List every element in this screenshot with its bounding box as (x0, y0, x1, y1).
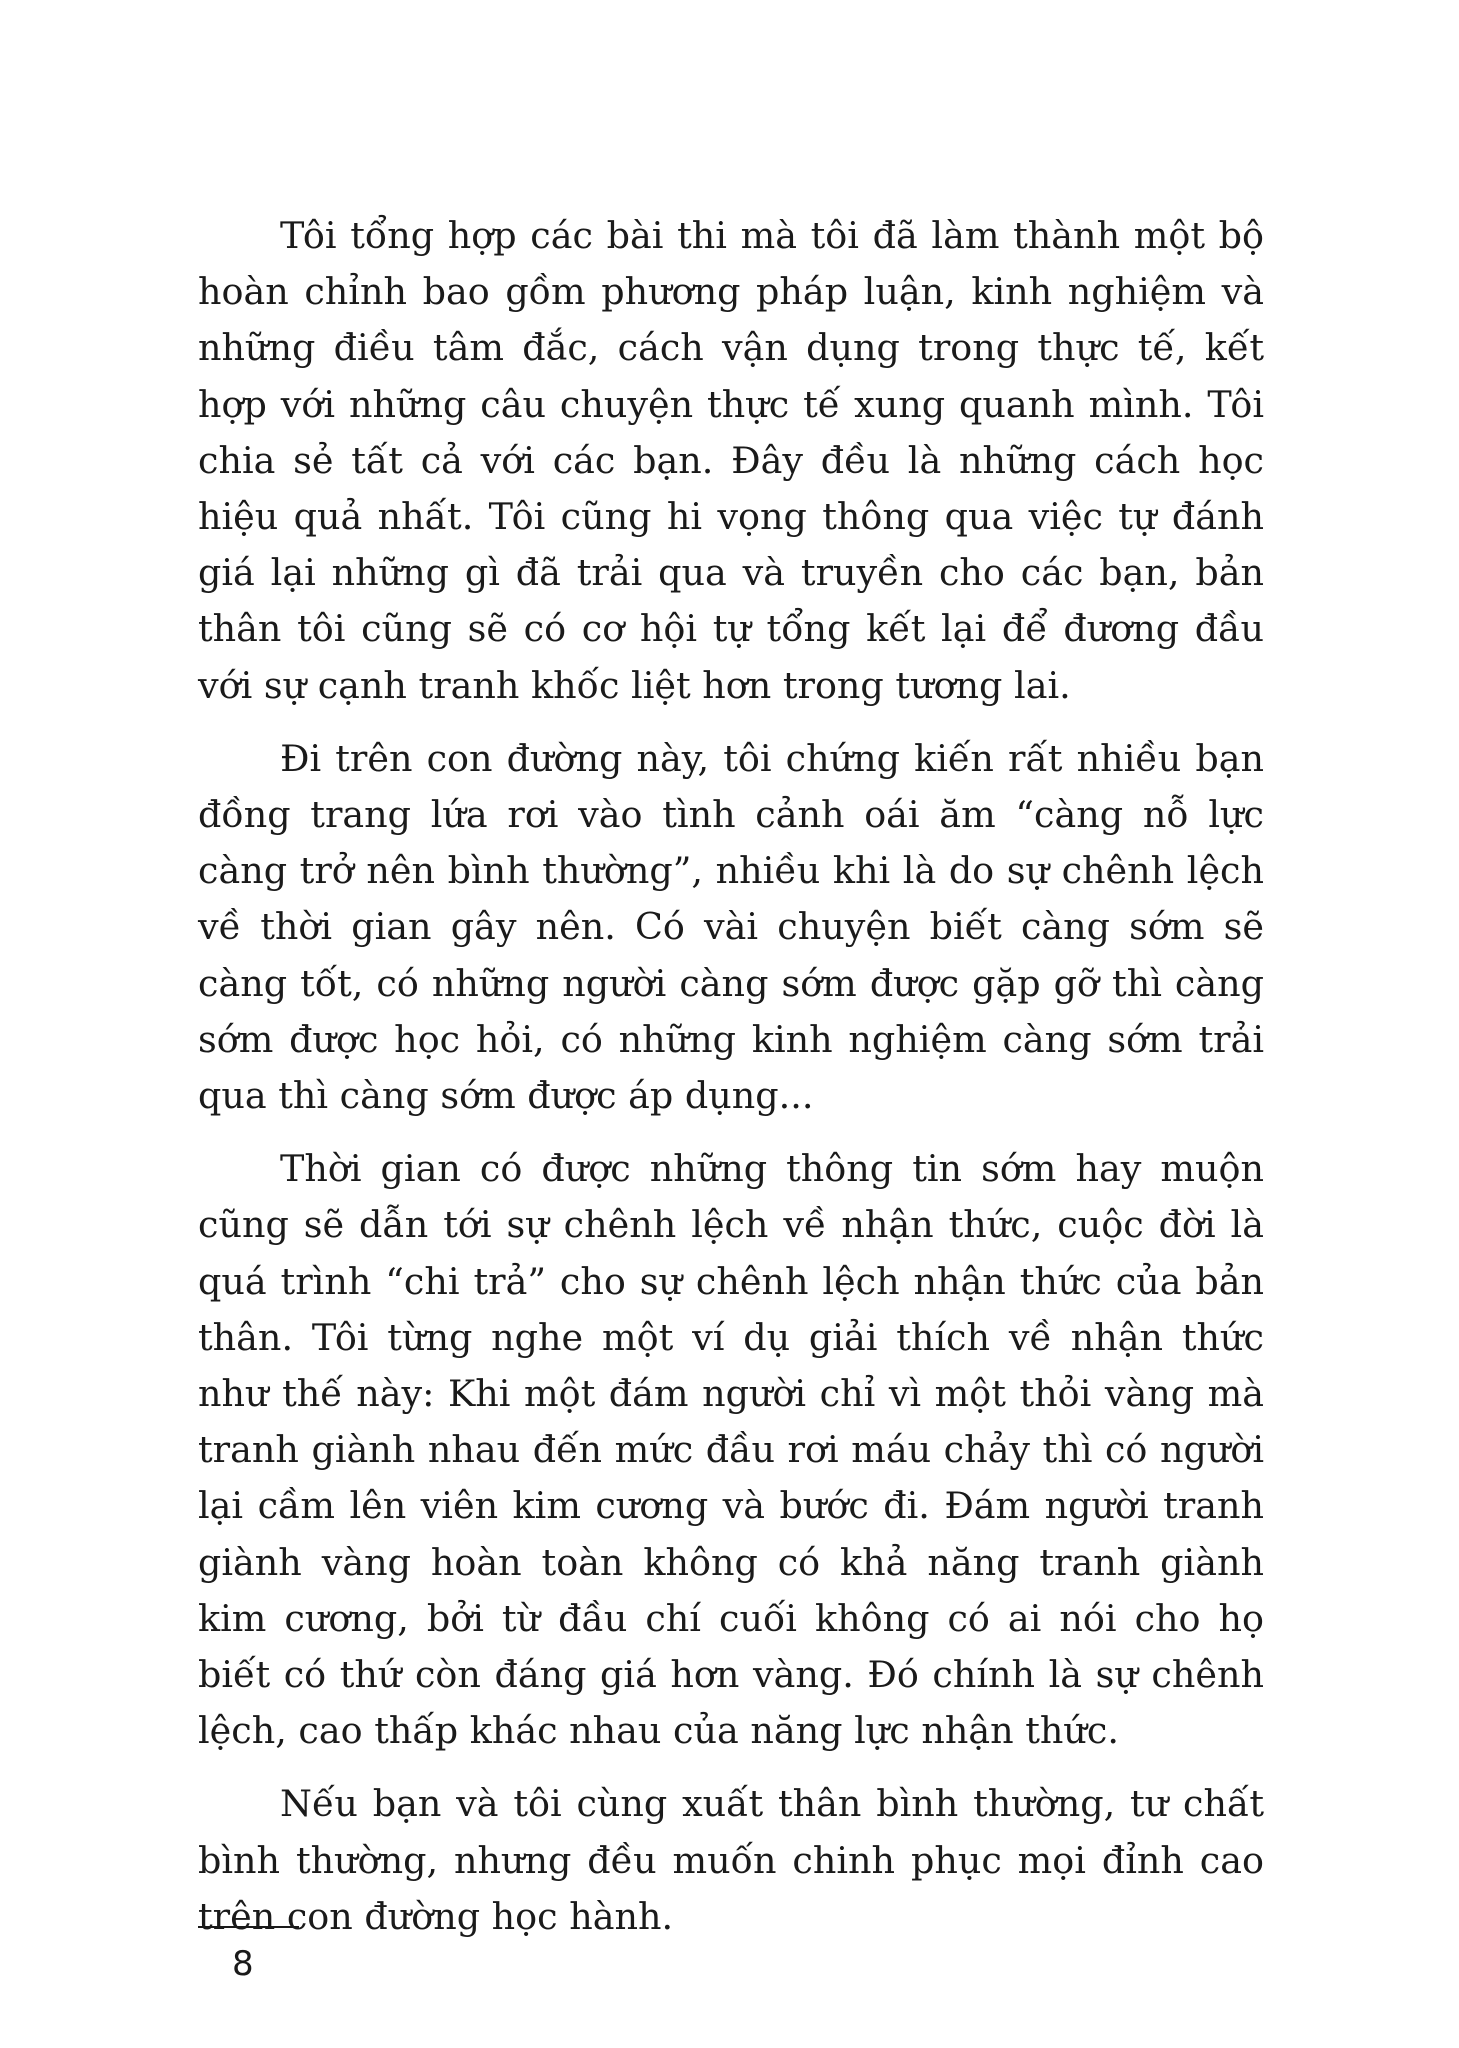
footer-divider (198, 1926, 299, 1928)
paragraph-1: Tôi tổng hợp các bài thi mà tôi đã làm thành một bộ hoàn chỉnh bao gồm phương pháp luận, kinh nghiệm và những điều tâm đắc, cách vận dụng trong thực tế, kết hợp với những câu chuyện thực tế xung quanh mình. Tôi chia sẻ tất cả với các bạn. Đây đều là những cách học hiệu quả nhất. Tôi cũng hi vọng thông qua việc tự đánh giá lại những gì đã trải qua và truyền cho các bạn, bản thân tôi cũng sẽ có cơ hội tự tổng kết lại để đương đầu với sự cạnh tranh khốc liệt hơn trong tương lai. (198, 214, 1264, 707)
body-text (198, 208, 1264, 1962)
page-number: 8 (232, 1944, 254, 1984)
paragraph-4: Nếu bạn và tôi cùng xuất thân bình thường, tư chất bình thường, nhưng đều muốn chinh phục mọi đỉnh cao trên con đường học hành. (198, 1782, 1264, 1938)
paragraph-3: Thời gian có được những thông tin sớm hay muộn cũng sẽ dẫn tới sự chênh lệch về nhận thức, cuộc đời là quá trình “chi trả” cho sự chênh lệch nhận thức của bản thân. Tôi từng nghe một ví dụ giải thích về nhận thức như thế này: Khi một đám người chỉ vì một thỏi vàng mà tranh giành nhau đến mức đầu rơi máu chảy thì có người lại cầm lên viên kim cương và bước đi. Đám người tranh giành vàng hoàn toàn không có khả năng tranh giành kim cương, bởi từ đầu chí cuối không có ai nói cho họ biết có thứ còn đáng giá hơn vàng. Đó chính là sự chênh lệch, cao thấp khác nhau của năng lực nhận thức. (198, 1147, 1264, 1753)
paragraph-2: Đi trên con đường này, tôi chứng kiến rất nhiều bạn đồng trang lứa rơi vào tình cảnh oái ăm “càng nỗ lực càng trở nên bình thường”, nhiều khi là do sự chênh lệch về thời gian gây nên. Có vài chuyện biết càng sớm sẽ càng tốt, có những người càng sớm được gặp gỡ thì càng sớm được học hỏi, có những kinh nghiệm càng sớm trải qua thì càng sớm được áp dụng... (198, 736, 1264, 1118)
